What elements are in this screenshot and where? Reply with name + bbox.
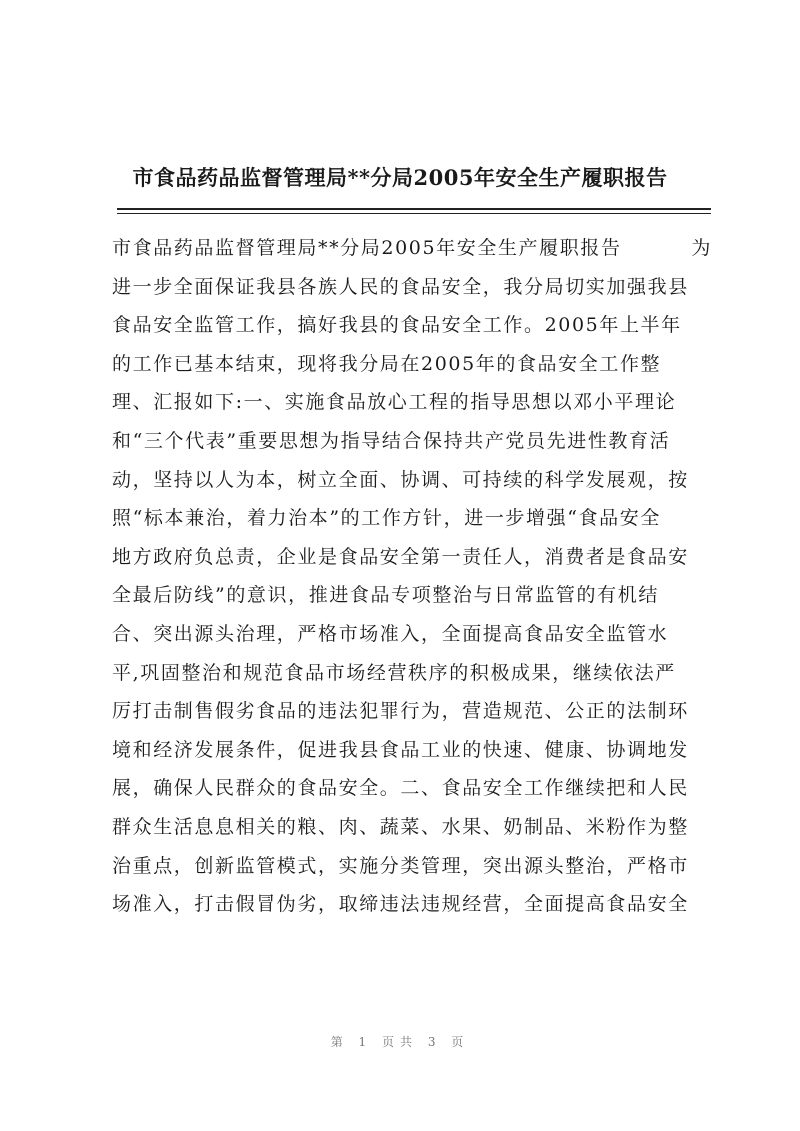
body-line: 合、突出源头治理，严格市场准入，全面提高食品安全监管水 [112, 622, 669, 645]
body-line-first-text: 市食品药品监督管理局**分局2005年安全生产履职报告 [112, 237, 622, 259]
body-line: 理、汇报如下:一、实施食品放心工程的指导思想以邓小平理论 [112, 391, 677, 414]
body-line: 的工作已基本结束，现将我分局在2005年的食品安全工作整 [112, 352, 662, 375]
body-line: 地方政府负总责，企业是食品安全第一责任人，消费者是食品安 [112, 545, 689, 568]
document-title: 市食品药品监督管理局**分局2005年安全生产履职报告 [132, 165, 668, 190]
page-footer: 第 1 页共 3 页 [330, 1035, 470, 1049]
body-line: 和“三个代表”重要思想为指导结合保持共产党员先进性教育活 [112, 429, 671, 452]
body-line: 平,巩固整治和规范食品市场经营秩序的积极成果，继续依法严 [112, 661, 676, 684]
body-line: 场准入，打击假冒伪劣，取缔违法违规经营，全面提高食品安全 [112, 893, 689, 916]
body-line: 治重点，创新监管模式，实施分类管理，突出源头整治，严格市 [112, 854, 689, 877]
body-line: 展，确保人民群众的食品安全。二、食品安全工作继续把和人民 [112, 777, 689, 800]
body-line: 全最后防线”的意识，推进食品专项整治与日常监管的有机结 [112, 584, 659, 607]
body-line: 群众生活息息相关的粮、肉、蔬菜、水果、奶制品、米粉作为整 [112, 815, 689, 838]
body-line: 食品安全监管工作，搞好我县的食品安全工作。2005年上半年 [112, 314, 682, 337]
title-divider-thick [117, 208, 711, 210]
body-text [112, 229, 712, 924]
body-line: 厉打击制售假劣食品的违法犯罪行为，营造规范、公正的法制环 [112, 700, 689, 723]
body-line: 进一步全面保证我县各族人民的食品安全，我分局切实加强我县 [112, 275, 689, 298]
body-line-first-tail: 为 [691, 237, 712, 259]
body-line-first [112, 229, 712, 268]
body-line: 动，坚持以人为本，树立全面、协调、可持续的科学发展观，按 [112, 468, 689, 491]
body-line: 境和经济发展条件，促进我县食品工业的快速、健康、协调地发 [112, 738, 689, 761]
body-line: 照“标本兼治，着力治本”的工作方针，进一步增强“食品安全 [112, 507, 661, 530]
title-divider-thin [117, 213, 711, 214]
